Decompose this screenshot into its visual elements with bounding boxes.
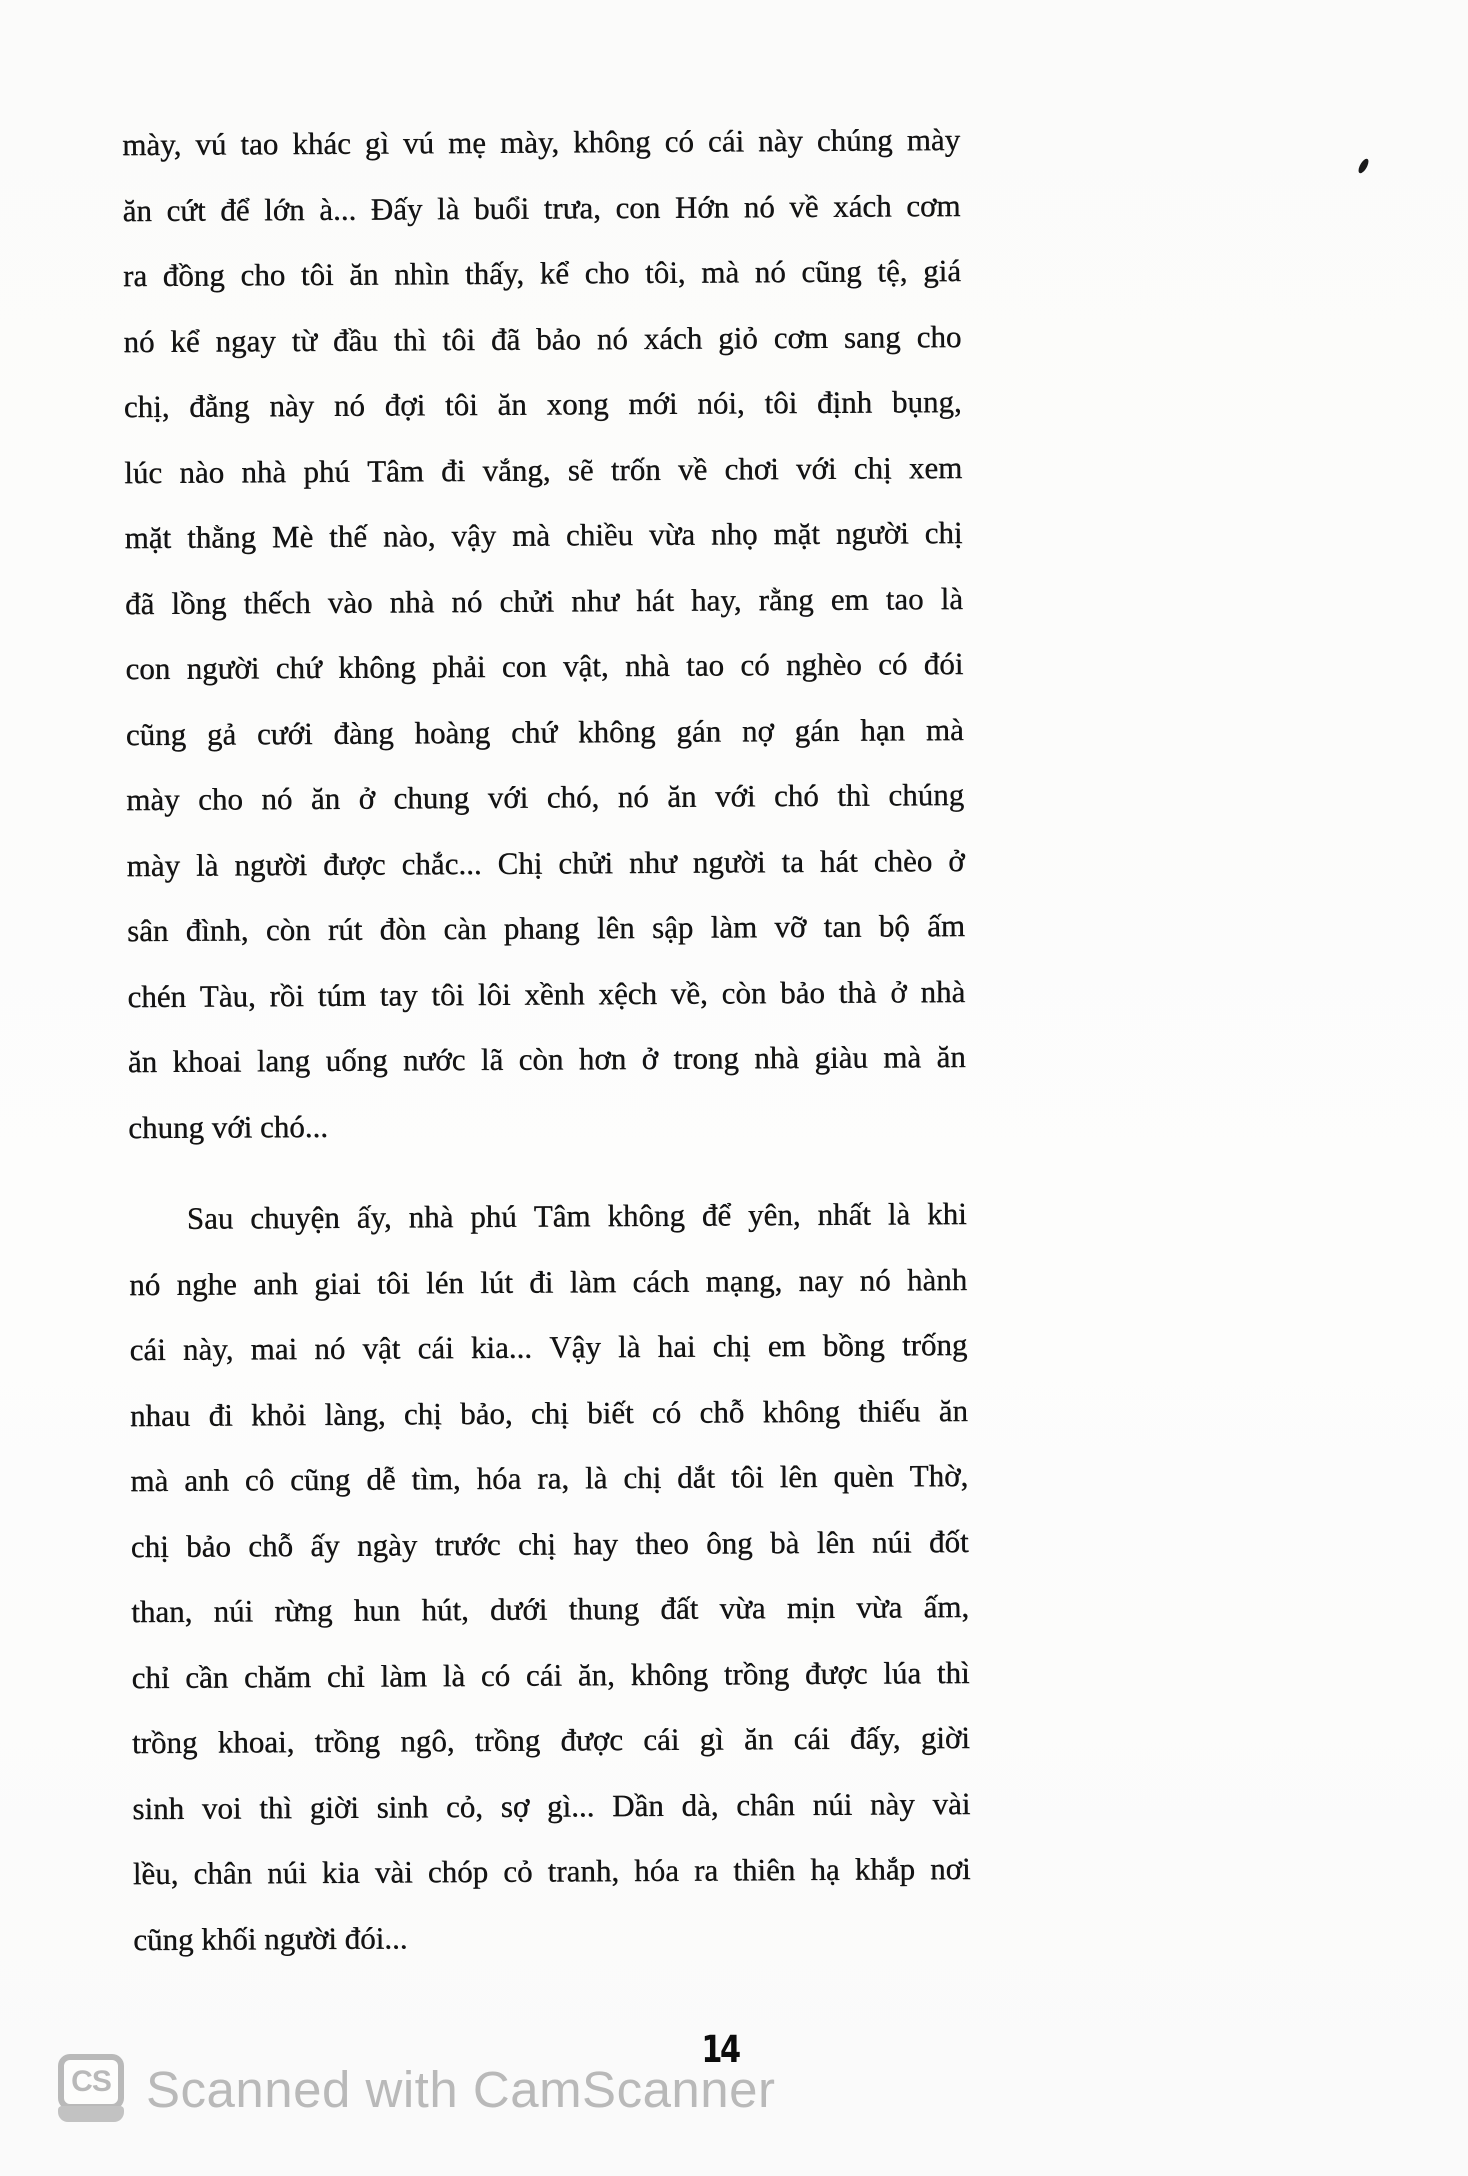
scan-artifact-mark xyxy=(1357,157,1370,174)
text-line: cũng gả cưới đàng hoàng chứ không gán nợ gán hạn mà xyxy=(125,711,964,752)
paragraph xyxy=(122,107,966,1160)
text-line: nó kể ngay từ đầu thì tôi đã bảo nó xách giỏ cơm sang cho xyxy=(123,318,962,359)
text-line: sân đình, còn rút đòn càn phang lên sập làm vỡ tan bộ ấm xyxy=(126,907,966,948)
text-line: chén Tàu, rồi túm tay tôi lôi xềnh xệch về, còn bảo thà ở nhà xyxy=(127,973,966,1014)
text-line: chỉ cần chăm chỉ làm là có cái ăn, không trồng được lúa thì xyxy=(131,1654,970,1695)
text-line: chị bảo chỗ ấy ngày trước chị hay theo ông bà lên núi đốt xyxy=(130,1523,969,1564)
text-line: trồng khoai, trồng ngô, trồng được cái gì ăn cái đấy, giời xyxy=(131,1719,970,1760)
camscanner-logo-base xyxy=(58,2106,124,2122)
text-line: ăn cứt để lớn à... Đấy là buổi trưa, con Hớn nó về xách cơm xyxy=(122,187,961,228)
watermark-label: Scanned with CamScanner xyxy=(146,2060,776,2118)
text-line: nó nghe anh giai tôi lén lút đi làm cách mạng, nay nó hành xyxy=(129,1261,968,1302)
text-line: cái này, mai nó vật cái kia... Vậy là hai chị em bồng trống xyxy=(129,1326,968,1367)
text-line: chung với chó... xyxy=(128,1108,329,1145)
text-line: chị, đằng này nó đợi tôi ăn xong mới nói, tôi định bụng, xyxy=(123,383,962,424)
camscanner-watermark xyxy=(58,2054,776,2124)
camscanner-logo-text: CS xyxy=(58,2054,124,2110)
text-line: than, núi rừng hun hút, dưới thung đất vừa mịn vừa ấm, xyxy=(131,1588,970,1629)
text-line: lều, chân núi kia vài chóp cỏ tranh, hóa ra thiên hạ khắp nơi xyxy=(132,1850,971,1891)
text-line: mày cho nó ăn ở chung với chó, nó ăn với chó thì chúng xyxy=(126,776,965,817)
text-line: lúc nào nhà phú Tâm đi vắng, sẽ trốn về chơi với chị xem xyxy=(124,449,963,490)
text-line: mặt thằng Mè thế nào, vậy mà chiều vừa nhọ mặt người chị xyxy=(124,514,963,555)
text-line: sinh voi thì giời sinh cỏ, sợ gì... Dần dà, chân núi này vài xyxy=(132,1785,971,1826)
text-line: ra đồng cho tôi ăn nhìn thấy, kể cho tôi, mà nó cũng tệ, giá xyxy=(122,252,962,293)
text-line: ăn khoai lang uống nước lã còn hơn ở trong nhà giàu mà ăn xyxy=(127,1038,966,1079)
text-line: cũng khối người đói... xyxy=(133,1919,408,1957)
text-line: đã lồng thếch vào nhà nó chửi như hát hay, rằng em tao là xyxy=(124,580,964,621)
text-line: mà anh cô cũng dễ tìm, hóa ra, là chị dắt tôi lên quèn Thờ, xyxy=(130,1457,969,1498)
page-number: 14 xyxy=(701,2028,739,2071)
camscanner-logo-icon xyxy=(58,2054,124,2124)
page-text xyxy=(122,107,971,1972)
paragraph xyxy=(129,1181,972,1972)
text-line: mày là người được chắc... Chị chửi như người ta hát chèo ở xyxy=(126,842,965,883)
text-line: con người chứ không phải con vật, nhà tao có nghèo có đói xyxy=(125,645,964,686)
text-line: nhau đi khỏi làng, chị bảo, chị biết có chỗ không thiếu ăn xyxy=(129,1392,969,1433)
text-line: mày, vú tao khác gì vú mẹ mày, không có cái này chúng mày xyxy=(122,121,961,162)
text-line: Sau chuyện ấy, nhà phú Tâm không để yên, nhất là khi xyxy=(186,1195,967,1236)
